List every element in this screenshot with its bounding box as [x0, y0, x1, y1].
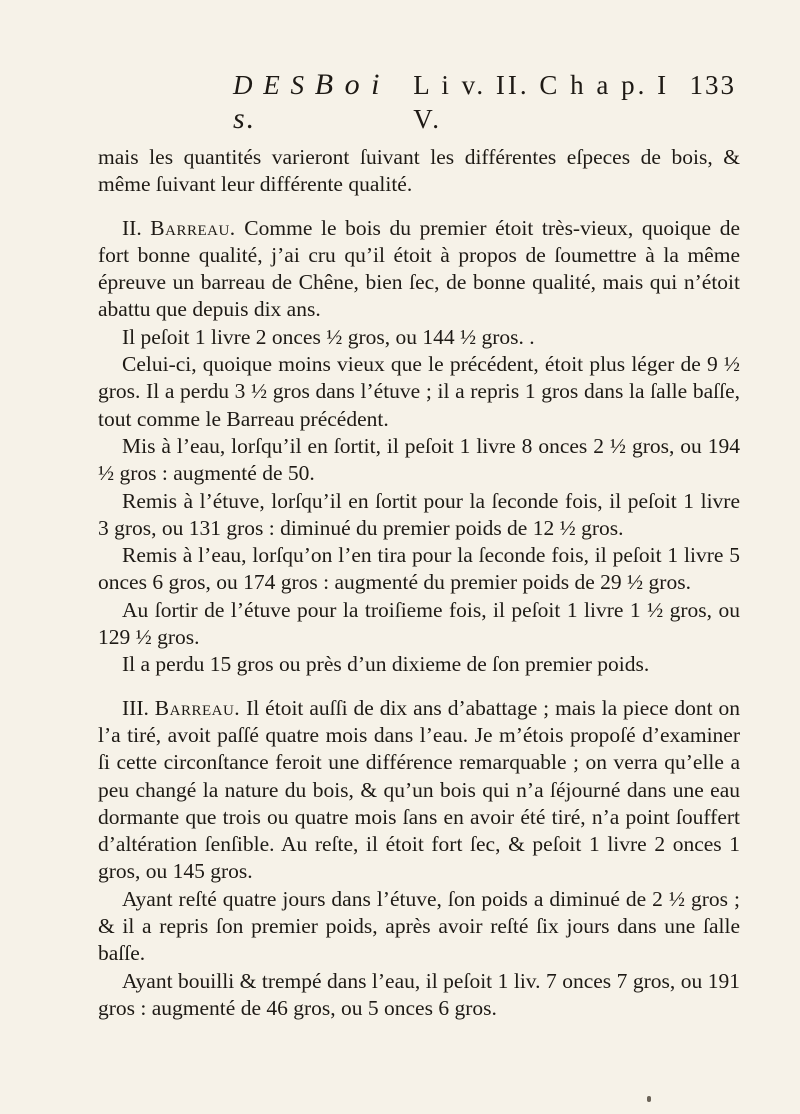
running-title-main: B o i s. [233, 68, 382, 135]
running-title [233, 68, 403, 136]
section-heading: Barreau. [154, 695, 241, 720]
body-text [98, 144, 740, 1022]
page-number: 133 [689, 70, 736, 100]
paragraph: Remis à l’étuve, lorſqu’il en ſortit pour la ſeconde fois, il peſoit 1 livre 3 gros, ou 131 gros : diminué du premier poids de 12 ½ gros. [98, 488, 740, 540]
paragraph-section-ii: II. Barreau. Comme le bois du premier étoit très-vieux, quoique de fort bonne qualité, j’ai cru qu’il étoit à propos de ſoumettre à la même épreuve un barreau de Chêne, bien ſec, de bonne qualité, mais qui n’étoit abattu que depuis dix ans. [98, 215, 740, 322]
paragraph: Ayant bouilli & trempé dans l’eau, il peſoit 1 liv. 7 onces 7 gros, ou 191 gros : augmenté de 46 gros, ou 5 onces 6 gros. [98, 968, 740, 1020]
paragraph-section-iii: III. Barreau. Il étoit auſſi de dix ans d’abattage ; mais la piece dont on l’a tiré, avoit paſſé quatre mois dans l’eau. Je m’étois propoſé d’examiner ſi cette circonſtance feroit une différence remarquable ; on verra qu’elle a peu changé la nature du bois, & qu’un bois qui n’a ſéjourné dans une eau dormante que trois ou quatre mois ſans en avoir été tiré, n’a point ſouffert d’altération ſenſible. Au reſte, il étoit fort ſec, & peſoit 1 livre 2 onces 1 gros, ou 145 gros. [98, 695, 740, 884]
running-head [98, 68, 740, 136]
paragraph: Il a perdu 15 gros ou près d’un dixieme de ſon premier poids. [122, 652, 650, 677]
paragraph: Mis à l’eau, lorſqu’il en ſortit, il peſoit 1 livre 8 onces 2 ½ gros, ou 194 ½ gros : augmenté de 50. [98, 433, 740, 486]
paragraph: mais les quantités varieront ſuivant les différentes eſpeces de bois, & même ſuivant leur différente qualité. [98, 145, 740, 197]
paragraph: Il peſoit 1 livre 2 onces ½ gros, ou 144 ½ gros. . [122, 324, 535, 349]
chapter-reference: L i v. II. C h a p. I V. [413, 70, 670, 134]
ink-speck [647, 1096, 651, 1102]
paragraph: Ayant reſté quatre jours dans l’étuve, ſon poids a diminué de 2 ½ gros ; & il a repris ſon premier poids, après avoir reſté ſix jours dans une ſalle baſſe. [98, 886, 740, 966]
running-title-prefix: D E S [233, 70, 315, 100]
section-heading: Barreau. [150, 215, 236, 240]
paragraph: Remis à l’eau, lorſqu’on l’en tira pour la ſeconde fois, il peſoit 1 livre 5 onces 6 gros, ou 174 gros : augmenté du premier poids de 29 ½ gros. [98, 543, 740, 595]
paragraph: Au ſortir de l’étuve pour la troiſieme fois, il peſoit 1 livre 1 ½ gros, ou 129 ½ gros. [98, 597, 740, 650]
paragraph: Celui-ci, quoique moins vieux que le précédent, étoit plus léger de 9 ½ gros. Il a perdu 3 ½ gros dans l’étuve ; il a repris 1 gros dans la ſalle baſſe, tout comme le Barreau précédent. [98, 352, 740, 431]
